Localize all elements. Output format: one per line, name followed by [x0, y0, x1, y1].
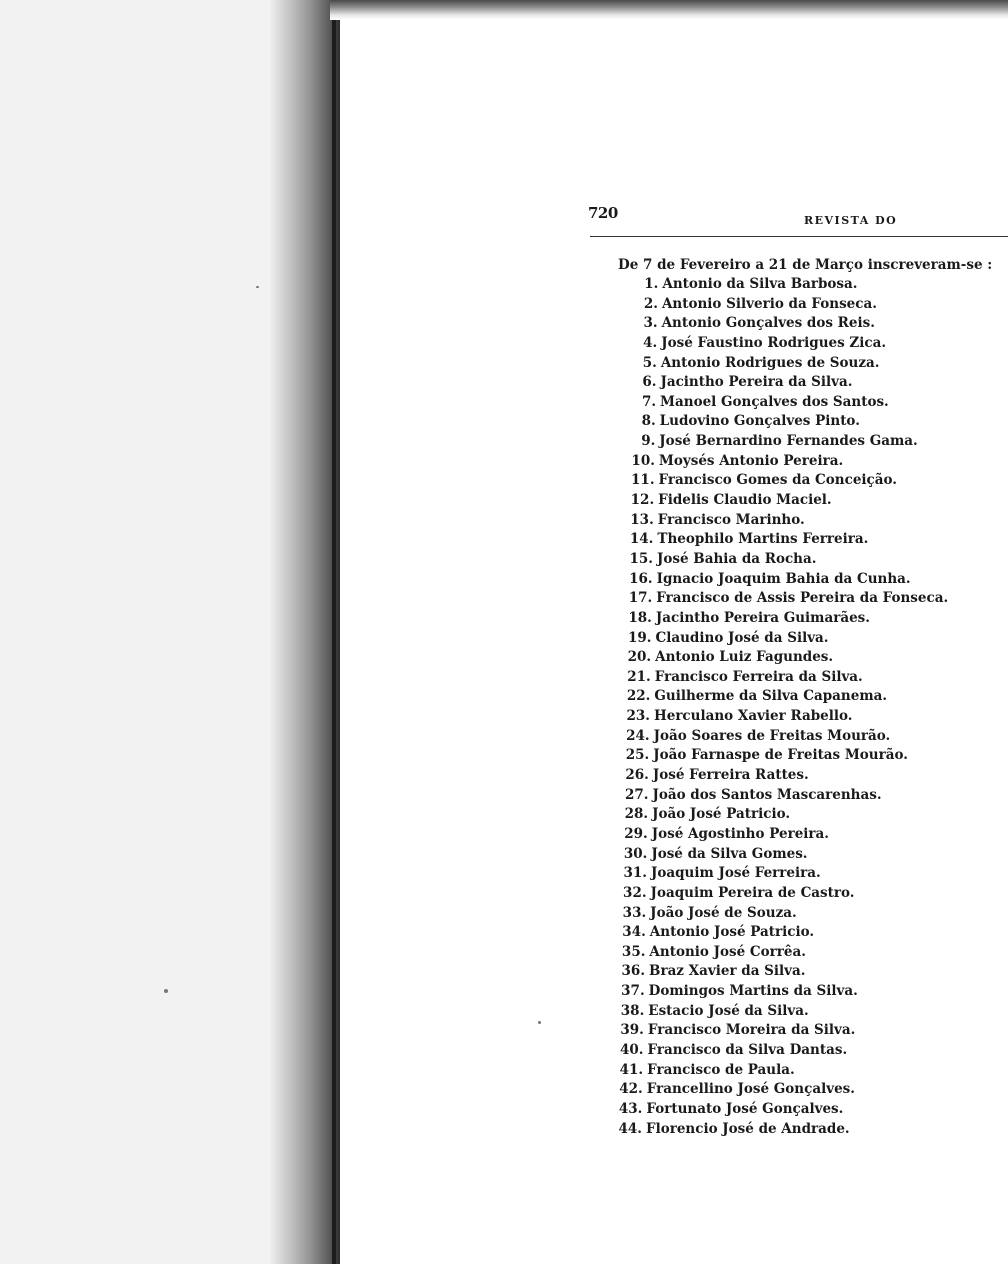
list-item — [591, 884, 1008, 904]
list-item — [600, 393, 1008, 413]
entry-number: 37. — [621, 983, 645, 1000]
entry-number: 10. — [631, 452, 655, 469]
list-item — [587, 1080, 1007, 1100]
entry-name: Fidelis Claudio Maciel. — [658, 492, 832, 509]
entry-number: 19. — [628, 629, 652, 646]
entry-name: Jacintho Pereira Guimarães. — [655, 609, 870, 626]
list-item — [596, 589, 1008, 609]
list-item — [596, 629, 1008, 649]
list-item — [589, 962, 1008, 982]
entry-name: Theophilo Martins Ferreira. — [657, 531, 869, 548]
list-item — [588, 1002, 1008, 1022]
list-item — [594, 687, 1008, 707]
entry-number: 6. — [642, 374, 657, 391]
entry-number: 39. — [620, 1022, 644, 1039]
entry-number: 25. — [625, 747, 650, 764]
entry-number: 7. — [641, 393, 657, 410]
entry-number: 32. — [623, 884, 647, 901]
entry-number: 11. — [631, 472, 655, 489]
entry-name: Antonio José Patricio. — [649, 924, 815, 941]
list-item — [595, 668, 1008, 688]
list-item — [596, 609, 1008, 629]
entry-number: 13. — [630, 511, 654, 528]
entry-name: João Soares de Freitas Mourão. — [653, 727, 891, 744]
entry-name: Joaquim José Ferreira. — [650, 865, 821, 882]
entry-number: 27. — [624, 786, 649, 803]
scan-speck — [538, 1021, 541, 1024]
entry-name: Moysés Antonio Pereira. — [658, 452, 844, 469]
entry-name: José da Silva Gomes. — [651, 845, 808, 862]
list-item — [590, 923, 1008, 943]
entry-number: 9. — [641, 433, 656, 450]
list-item — [599, 452, 1008, 472]
entry-name: José Bernardino Fernandes Gama. — [659, 433, 918, 450]
entry-number: 17. — [628, 590, 653, 607]
page-edge-line — [332, 10, 336, 1264]
list-item — [600, 412, 1008, 432]
entry-number: 14. — [629, 531, 654, 548]
entry-name: Antonio da Silva Barbosa. — [662, 276, 858, 292]
page-number: 720 — [588, 204, 618, 222]
entry-number: 38. — [620, 1002, 645, 1019]
list-item — [600, 373, 1008, 393]
header-rule — [590, 236, 1008, 237]
list-item — [588, 1041, 1008, 1061]
entry-number: 33. — [622, 904, 647, 921]
entry-name: Claudino José da Silva. — [655, 629, 829, 646]
entry-name: José Agostinho Pereira. — [651, 825, 829, 842]
list-item — [595, 648, 1008, 668]
entry-name: Florencio José de Andrade. — [646, 1120, 850, 1137]
list-item — [601, 354, 1008, 374]
list-item — [592, 825, 1008, 845]
entry-name: Francisco de Paula. — [647, 1061, 795, 1078]
entry-number: 44. — [618, 1120, 642, 1137]
page-top-edge — [330, 0, 1008, 20]
list-item — [588, 1021, 1008, 1041]
journal-title: REVISTA DO — [804, 214, 898, 227]
entry-number: 24. — [626, 727, 650, 744]
entry-name: Antonio José Corrêa. — [649, 943, 806, 960]
list-item — [594, 727, 1008, 747]
entry-name: Ignacio Joaquim Bahia da Cunha. — [656, 570, 911, 587]
entry-name: José Ferreira Rattes. — [652, 767, 809, 784]
list-item — [587, 1061, 1007, 1081]
registrant-list — [586, 275, 1006, 1139]
entry-name: Francisco de Assis Pereira da Fonseca. — [656, 590, 949, 607]
intro-sentence: De 7 de Fevereiro a 21 de Março inscreveram-se : — [618, 257, 993, 273]
list-item — [586, 1120, 1006, 1140]
entry-number: 26. — [625, 767, 649, 784]
entry-number: 35. — [621, 943, 646, 960]
entry-name: Manoel Gonçalves dos Santos. — [660, 393, 889, 410]
facing-page — [0, 0, 300, 1264]
entry-number: 15. — [629, 550, 654, 567]
list-item — [602, 275, 1008, 295]
scan-speck — [256, 286, 259, 288]
entry-name: Antonio Silverio da Fonseca. — [661, 295, 877, 312]
list-item — [601, 334, 1008, 354]
running-head — [588, 204, 1008, 234]
list-item — [597, 550, 1008, 570]
list-item — [591, 845, 1008, 865]
entry-name: Herculano Xavier Rabello. — [653, 708, 853, 725]
entry-name: João José Patricio. — [652, 806, 791, 823]
entry-name: Francisco Marinho. — [657, 511, 805, 528]
entry-number: 8. — [641, 413, 656, 430]
entry-number: 36. — [621, 963, 646, 980]
entry-name: Jacintho Pereira da Silva. — [660, 374, 853, 391]
list-item — [589, 943, 1008, 963]
entry-number: 4. — [643, 334, 658, 351]
list-item — [597, 530, 1008, 550]
entry-name: Braz Xavier da Silva. — [649, 963, 806, 980]
entry-name: Antonio Rodrigues de Souza. — [660, 354, 880, 371]
entry-number: 18. — [628, 609, 652, 626]
entry-number: 23. — [626, 708, 650, 725]
entry-name: José Bahia da Rocha. — [657, 550, 817, 567]
entry-name: Francisco da Silva Dantas. — [647, 1041, 848, 1058]
entry-number: 28. — [624, 806, 649, 823]
entry-name: Francisco Ferreira da Silva. — [654, 668, 863, 685]
entry-name: Francisco Moreira da Silva. — [647, 1022, 856, 1039]
list-item — [592, 805, 1008, 825]
entry-number: 40. — [620, 1041, 644, 1058]
list-item — [598, 511, 1008, 531]
entry-number: 29. — [624, 825, 648, 842]
list-item — [599, 471, 1008, 491]
entry-name: Fortunato José Gonçalves. — [646, 1100, 844, 1117]
entry-name: Domingos Martins da Silva. — [648, 983, 858, 1000]
entry-name: João José de Souza. — [650, 904, 797, 921]
entry-name: Joaquim Pereira de Castro. — [650, 884, 855, 901]
entry-name: Guilherme da Silva Capanema. — [654, 688, 888, 705]
entry-number: 31. — [623, 865, 647, 882]
entry-name: Antonio Luiz Fagundes. — [655, 649, 834, 666]
entry-number: 12. — [630, 492, 655, 509]
entry-number: 41. — [619, 1061, 644, 1078]
list-item — [590, 904, 1008, 924]
entry-name: João dos Santos Mascarenhas. — [652, 786, 882, 803]
list-item — [591, 864, 1008, 884]
entry-number: 42. — [619, 1081, 643, 1098]
entry-number: 21. — [627, 668, 651, 685]
entry-name: Antonio Gonçalves dos Reis. — [661, 315, 875, 332]
list-item — [602, 314, 1008, 334]
entry-name: Francisco Gomes da Conceição. — [658, 472, 897, 489]
entry-number: 16. — [629, 570, 653, 587]
entry-number: 34. — [622, 924, 646, 941]
list-item — [593, 766, 1008, 786]
list-item — [586, 1100, 1006, 1120]
list-item — [599, 432, 1008, 452]
list-item — [602, 295, 1008, 315]
list-item — [592, 786, 1008, 806]
entry-number: 3. — [643, 315, 658, 332]
entry-number: 22. — [626, 688, 651, 705]
list-item — [593, 746, 1008, 766]
entry-number: 20. — [627, 649, 652, 666]
entry-number: 1. — [644, 276, 659, 292]
entry-number: 5. — [642, 354, 657, 371]
list-item — [594, 707, 1008, 727]
entry-name: José Faustino Rodrigues Zica. — [661, 334, 887, 351]
entry-number: 2. — [643, 295, 658, 312]
list-item — [589, 982, 1008, 1002]
entry-name: João Farnaspe de Freitas Mourão. — [653, 747, 908, 764]
book-spine-shadow — [270, 0, 340, 1264]
entry-name: Ludovino Gonçalves Pinto. — [659, 413, 860, 430]
list-item — [597, 570, 1008, 590]
entry-number: 30. — [623, 845, 648, 862]
entry-number: 43. — [618, 1100, 643, 1117]
entry-name: Francellino José Gonçalves. — [646, 1081, 855, 1098]
list-item — [598, 491, 1008, 511]
scan-speck — [164, 989, 168, 993]
entry-name: Estacio José da Silva. — [648, 1002, 809, 1019]
